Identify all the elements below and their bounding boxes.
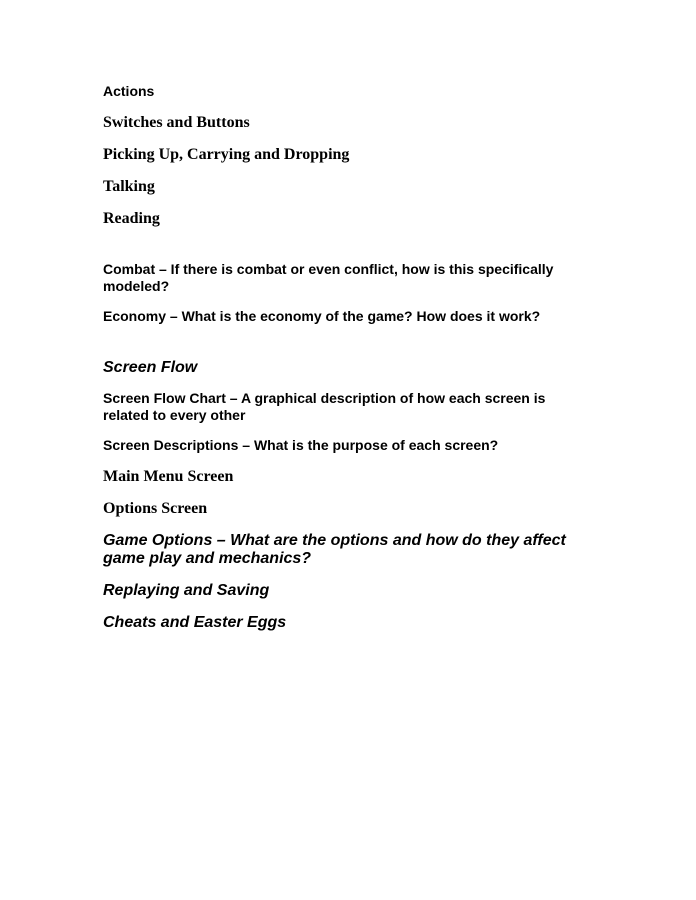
talking-heading: Talking bbox=[103, 178, 155, 195]
reading-heading: Reading bbox=[103, 210, 160, 227]
options-screen-heading: Options Screen bbox=[103, 500, 208, 517]
actions-heading: Actions bbox=[103, 83, 155, 99]
screen-flow-chart-paragraph: Screen Flow Chart – A graphical description of how each screen is related to every other bbox=[103, 390, 546, 423]
screen-descriptions-paragraph: Screen Descriptions – What is the purpose of each screen? bbox=[103, 437, 499, 453]
main-menu-screen-heading: Main Menu Screen bbox=[103, 468, 234, 485]
screen-flow-heading: Screen Flow bbox=[103, 359, 198, 376]
economy-paragraph: Economy – What is the economy of the game? How does it work? bbox=[103, 308, 541, 324]
replaying-and-saving-heading: Replaying and Saving bbox=[103, 582, 270, 599]
game-options-paragraph: Game Options – What are the options and how do they affect game play and mechanics? bbox=[103, 532, 566, 567]
switches-and-buttons-heading: Switches and Buttons bbox=[103, 114, 250, 131]
combat-paragraph: Combat – If there is combat or even conflict, how is this specifically modeled? bbox=[103, 261, 554, 294]
picking-up-heading: Picking Up, Carrying and Dropping bbox=[103, 146, 350, 163]
cheats-and-easter-eggs-heading: Cheats and Easter Eggs bbox=[103, 614, 287, 631]
